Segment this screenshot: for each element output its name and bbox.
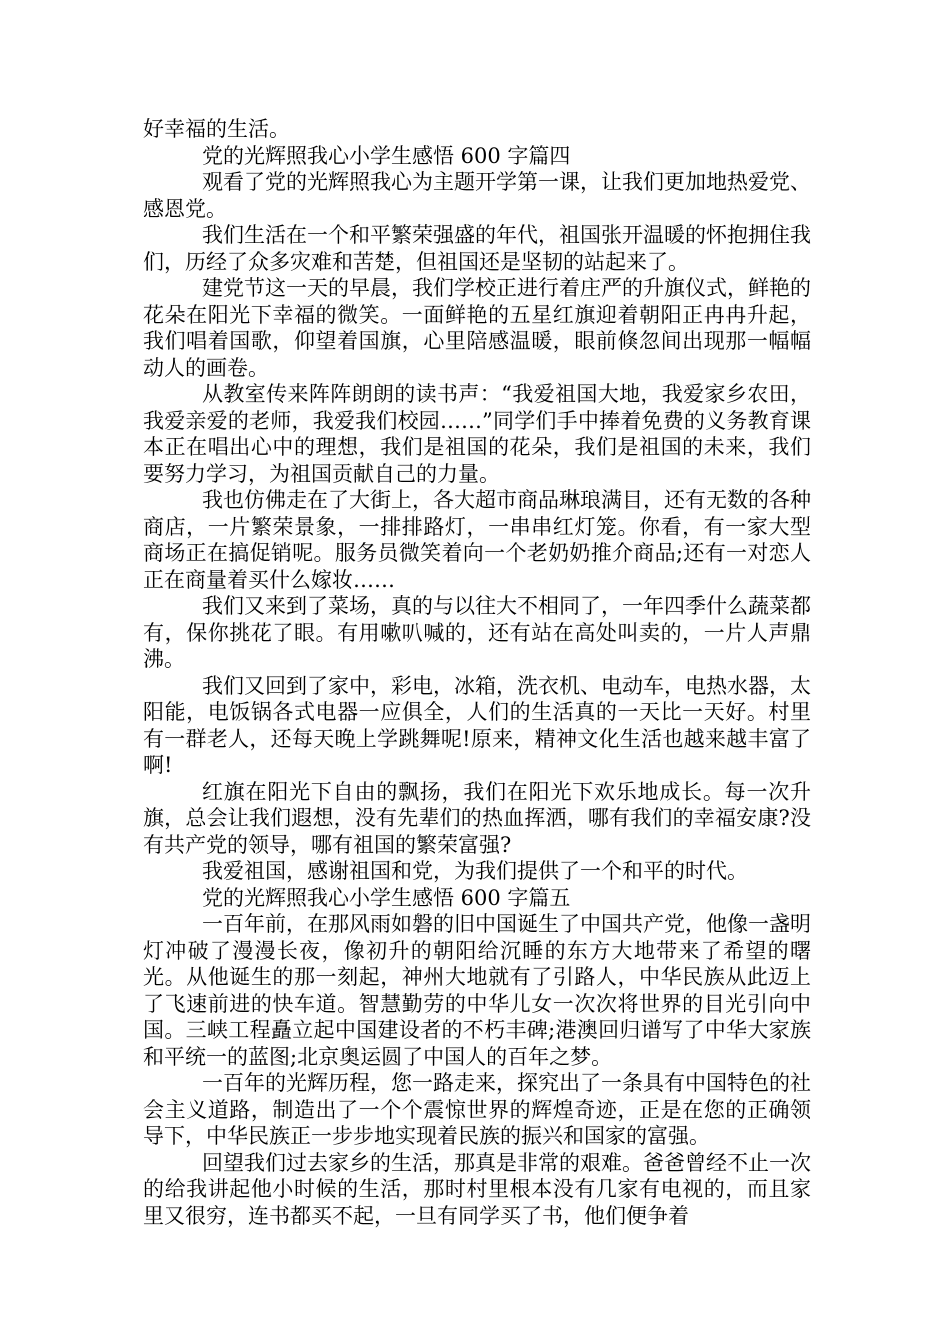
paragraph: 回望我们过去家乡的生活，那真是非常的艰难。爸爸曾经不止一次的给我讲起他小时候的生活，那时村里根本没有几家有电视的，而且家里又很穷，连书都买不起，一旦有同学买了书，他们便争着 (143, 1150, 811, 1228)
document-page (143, 116, 811, 1229)
paragraph: 一百年前，在那风雨如磐的旧中国诞生了中国共产党，他像一盏明灯冲破了漫漫长夜，像初升的朝阳给沉睡的东方大地带来了希望的曙光。从他诞生的那一刻起，神州大地就有了引路人，中华民族从此迈上了飞速前进的快车道。智慧勤劳的中华儿女一次次将世界的目光引向中国。三峡工程矗立起中国建设者的不朽丰碑;港澳回归谱写了中华大家族和平统一的蓝图;北京奥运圆了中国人的百年之梦。 (143, 912, 811, 1069)
paragraph: 我爱祖国，感谢祖国和党，为我们提供了一个和平的时代。 (202, 859, 748, 883)
section-heading-4: 党的光辉照我心小学生感悟 600 字篇四 (202, 143, 571, 168)
paragraph: 观看了党的光辉照我心为主题开学第一课，让我们更加地热爱党、感恩党。 (143, 170, 811, 221)
paragraph: 红旗在阳光下自由的飘扬，我们在阳光下欢乐地成长。每一次升旗，总会让我们遐想，没有先辈们的热血挥洒，哪有我们的幸福安康?没有共产党的领导，哪有祖国的繁荣富强? (143, 779, 811, 857)
paragraph: 我也仿佛走在了大街上，各大超市商品琳琅满目，还有无数的各种商店，一片繁荣景象，一排排路灯，一串串红灯笼。你看，有一家大型商场正在搞促销呢。服务员微笑着向一个老奶奶推介商品;还有一对恋人正在商量着买什么嫁妆…… (143, 488, 811, 592)
paragraph: 建党节这一天的早晨，我们学校正进行着庄严的升旗仪式，鲜艳的花朵在阳光下幸福的微笑。一面鲜艳的五星红旗迎着朝阳正冉冉升起，我们唱着国歌，仰望着国旗，心里陪感温暖，眼前倏忽间出现那一幅幅动人的画卷。 (143, 276, 811, 380)
section-heading-5: 党的光辉照我心小学生感悟 600 字篇五 (202, 885, 571, 910)
paragraph: 我们又来到了菜场，真的与以往大不相同了，一年四季什么蔬菜都有，保你挑花了眼。有用嗽叭喊的，还有站在高处叫卖的，一片人声鼎沸。 (143, 594, 811, 671)
paragraph: 一百年的光辉历程，您一路走来，探究出了一条具有中国特色的社会主义道路，制造出了一个个震惊世界的辉煌奇迹，正是在您的正确领导下，中华民族正一步步地实现着民族的振兴和国家的富强。 (143, 1071, 811, 1148)
paragraph: 我们又回到了家中，彩电，冰箱，洗衣机、电动车，电热水器，太阳能，电饭锅各式电器一应俱全，人们的生活真的一天比一天好。村里有一群老人，还每天晚上学跳舞呢!原来，精神文化生活也越来越丰富了啊! (143, 673, 811, 777)
paragraph-continuation: 好幸福的生活。 (143, 117, 290, 141)
paragraph: 我们生活在一个和平繁荣强盛的年代，祖国张开温暖的怀抱拥住我们，历经了众多灾难和苦楚，但祖国还是坚韧的站起来了。 (143, 223, 811, 274)
paragraph: 从教室传来阵阵朗朗的读书声：“我爱祖国大地，我爱家乡农田，我爱亲爱的老师，我爱我们校园……”同学们手中捧着免费的义务教育课本正在唱出心中的理想，我们是祖国的花朵，我们是祖国的未来，我们要努力学习，为祖国贡献自己的力量。 (143, 382, 811, 486)
